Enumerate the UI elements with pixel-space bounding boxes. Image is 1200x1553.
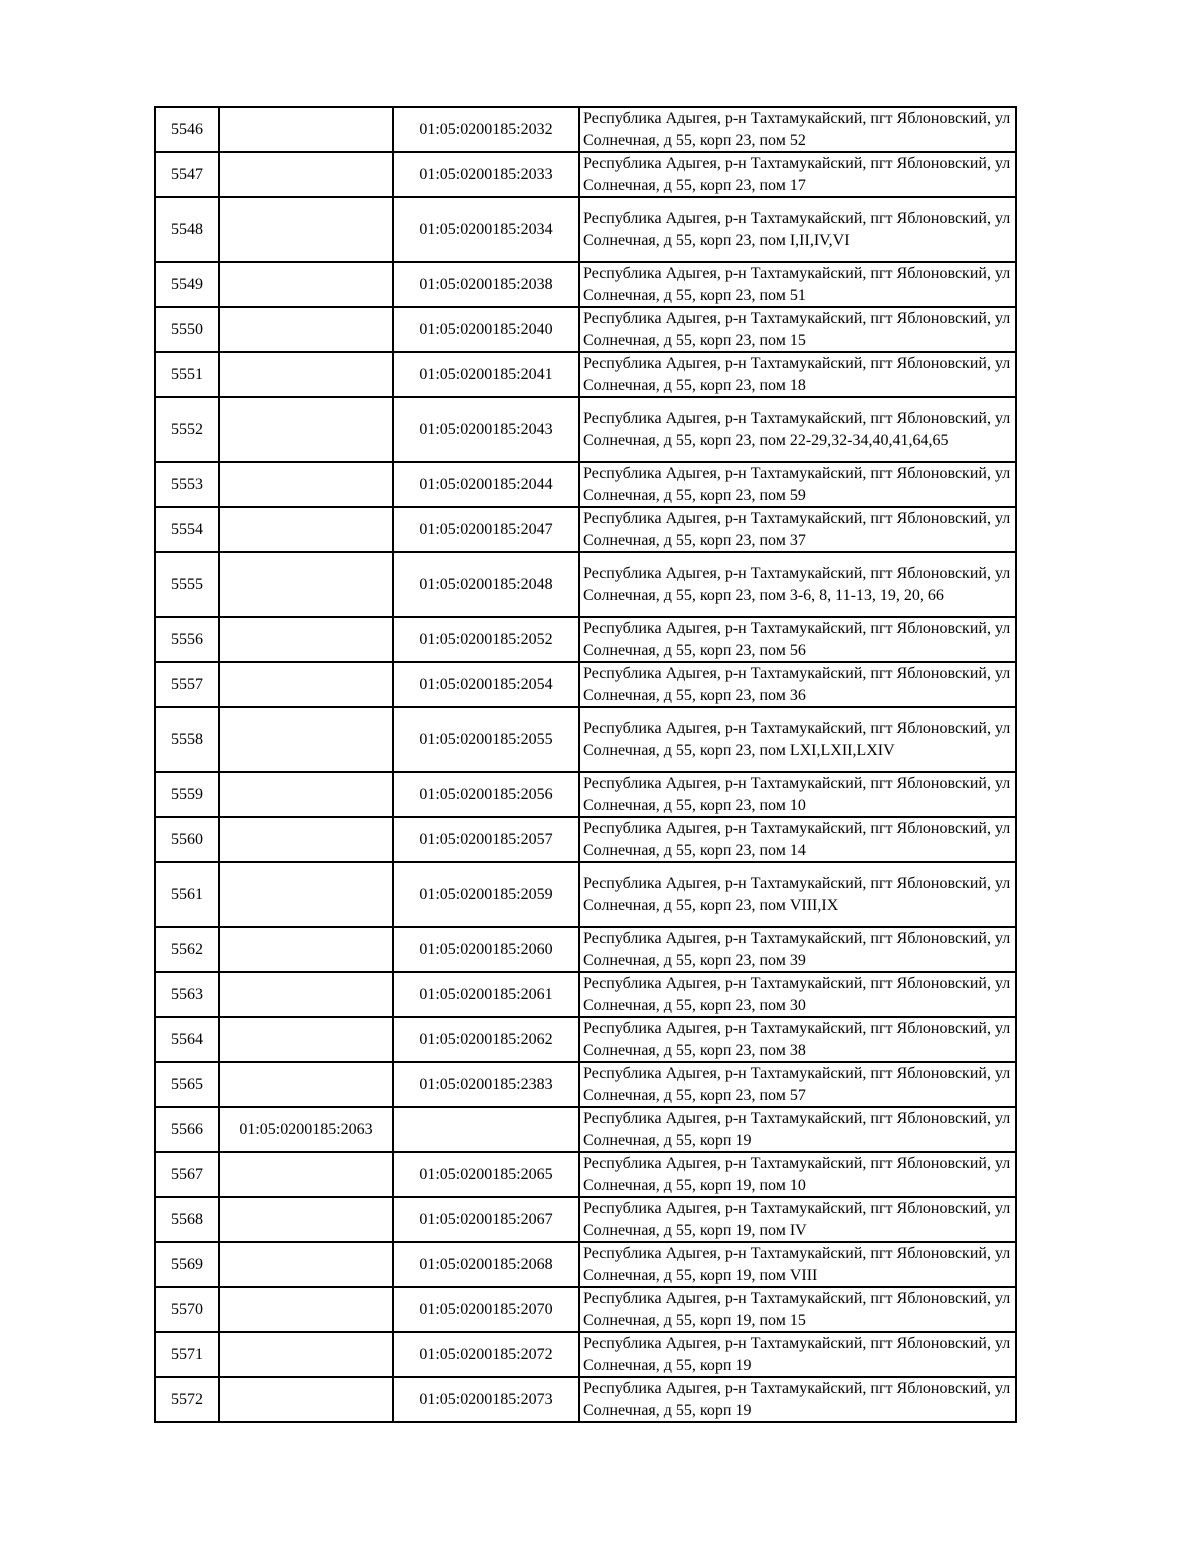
row-number: 5551: [155, 352, 219, 397]
row-number: 5561: [155, 862, 219, 927]
table-row: [155, 1107, 1016, 1152]
address-cell: Республика Адыгея, р-н Тахтамукайский, пгт Яблоновский, ул Солнечная, д 55, корп 23, пом 51: [579, 262, 1016, 307]
cadastral-parent-cell: [219, 927, 393, 972]
address-cell: Республика Адыгея, р-н Тахтамукайский, пгт Яблоновский, ул Солнечная, д 55, корп 19: [579, 1377, 1016, 1422]
table-row: [155, 1287, 1016, 1332]
cadastral-parent-cell: [219, 107, 393, 152]
address-cell: Республика Адыгея, р-н Тахтамукайский, пгт Яблоновский, ул Солнечная, д 55, корп 19, пом 15: [579, 1287, 1016, 1332]
address-cell: Республика Адыгея, р-н Тахтамукайский, пгт Яблоновский, ул Солнечная, д 55, корп 23, пом 57: [579, 1062, 1016, 1107]
cadastral-room-cell: 01:05:0200185:2055: [393, 707, 579, 772]
address-cell: Республика Адыгея, р-н Тахтамукайский, пгт Яблоновский, ул Солнечная, д 55, корп 23, пом 10: [579, 772, 1016, 817]
row-number: 5559: [155, 772, 219, 817]
address-cell: Республика Адыгея, р-н Тахтамукайский, пгт Яблоновский, ул Солнечная, д 55, корп 23, пом LXI,LXII,LXIV: [579, 707, 1016, 772]
table-row: [155, 707, 1016, 772]
table-row: [155, 262, 1016, 307]
table-row: [155, 552, 1016, 617]
row-number: 5571: [155, 1332, 219, 1377]
address-cell: Республика Адыгея, р-н Тахтамукайский, пгт Яблоновский, ул Солнечная, д 55, корп 23, пом I,II,IV,VI: [579, 197, 1016, 262]
row-number: 5549: [155, 262, 219, 307]
cadastral-parent-cell: [219, 1062, 393, 1107]
address-cell: Республика Адыгея, р-н Тахтамукайский, пгт Яблоновский, ул Солнечная, д 55, корп 23, пом 3-6, 8, 11-13, 19, 20, 66: [579, 552, 1016, 617]
table-row: [155, 307, 1016, 352]
table-row: [155, 1332, 1016, 1377]
address-cell: Республика Адыгея, р-н Тахтамукайский, пгт Яблоновский, ул Солнечная, д 55, корп 23, пом 52: [579, 107, 1016, 152]
address-cell: Республика Адыгея, р-н Тахтамукайский, пгт Яблоновский, ул Солнечная, д 55, корп 23, пом 30: [579, 972, 1016, 1017]
cadastral-room-cell: 01:05:0200185:2383: [393, 1062, 579, 1107]
table-row: [155, 662, 1016, 707]
cadastral-room-cell: 01:05:0200185:2041: [393, 352, 579, 397]
cadastral-room-cell: 01:05:0200185:2033: [393, 152, 579, 197]
cadastral-parent-cell: 01:05:0200185:2063: [219, 1107, 393, 1152]
address-cell: Республика Адыгея, р-н Тахтамукайский, пгт Яблоновский, ул Солнечная, д 55, корп 23, пом 56: [579, 617, 1016, 662]
cadastral-parent-cell: [219, 972, 393, 1017]
cadastral-room-cell: 01:05:0200185:2034: [393, 197, 579, 262]
table-row: [155, 972, 1016, 1017]
table-row: [155, 107, 1016, 152]
address-cell: Республика Адыгея, р-н Тахтамукайский, пгт Яблоновский, ул Солнечная, д 55, корп 23, пом 15: [579, 307, 1016, 352]
cadastral-room-cell: 01:05:0200185:2065: [393, 1152, 579, 1197]
row-number: 5566: [155, 1107, 219, 1152]
cadastral-room-cell: 01:05:0200185:2057: [393, 817, 579, 862]
cadastral-room-cell: 01:05:0200185:2040: [393, 307, 579, 352]
address-cell: Республика Адыгея, р-н Тахтамукайский, пгт Яблоновский, ул Солнечная, д 55, корп 19, пом 10: [579, 1152, 1016, 1197]
cadastral-parent-cell: [219, 507, 393, 552]
cadastral-parent-cell: [219, 352, 393, 397]
cadastral-parent-cell: [219, 1287, 393, 1332]
cadastral-room-cell: 01:05:0200185:2067: [393, 1197, 579, 1242]
table-row: [155, 617, 1016, 662]
row-number: 5546: [155, 107, 219, 152]
cadastral-parent-cell: [219, 1377, 393, 1422]
table-row: [155, 1377, 1016, 1422]
table-row: [155, 197, 1016, 262]
row-number: 5555: [155, 552, 219, 617]
row-number: 5563: [155, 972, 219, 1017]
cadastral-parent-cell: [219, 707, 393, 772]
cadastral-room-cell: 01:05:0200185:2048: [393, 552, 579, 617]
address-cell: Республика Адыгея, р-н Тахтамукайский, пгт Яблоновский, ул Солнечная, д 55, корп 23, пом 17: [579, 152, 1016, 197]
cadastral-room-cell: 01:05:0200185:2073: [393, 1377, 579, 1422]
cadastral-parent-cell: [219, 617, 393, 662]
row-number: 5565: [155, 1062, 219, 1107]
row-number: 5562: [155, 927, 219, 972]
row-number: 5570: [155, 1287, 219, 1332]
cadastral-room-cell: 01:05:0200185:2072: [393, 1332, 579, 1377]
cadastral-parent-cell: [219, 307, 393, 352]
row-number: 5560: [155, 817, 219, 862]
cadastral-parent-cell: [219, 1332, 393, 1377]
table-row: [155, 462, 1016, 507]
cadastral-room-cell: 01:05:0200185:2038: [393, 262, 579, 307]
table-row: [155, 1152, 1016, 1197]
cadastral-room-cell: 01:05:0200185:2070: [393, 1287, 579, 1332]
table-row: [155, 1242, 1016, 1287]
table-row: [155, 152, 1016, 197]
address-cell: Республика Адыгея, р-н Тахтамукайский, пгт Яблоновский, ул Солнечная, д 55, корп 23, пом 37: [579, 507, 1016, 552]
row-number: 5557: [155, 662, 219, 707]
address-cell: Республика Адыгея, р-н Тахтамукайский, пгт Яблоновский, ул Солнечная, д 55, корп 23, пом 38: [579, 1017, 1016, 1062]
table-row: [155, 507, 1016, 552]
cadastral-parent-cell: [219, 1242, 393, 1287]
cadastral-parent-cell: [219, 152, 393, 197]
row-number: 5548: [155, 197, 219, 262]
row-number: 5569: [155, 1242, 219, 1287]
row-number: 5558: [155, 707, 219, 772]
table-row: [155, 817, 1016, 862]
table-row: [155, 772, 1016, 817]
cadastral-room-cell: 01:05:0200185:2056: [393, 772, 579, 817]
table-row: [155, 397, 1016, 462]
cadastral-parent-cell: [219, 772, 393, 817]
address-cell: Республика Адыгея, р-н Тахтамукайский, пгт Яблоновский, ул Солнечная, д 55, корп 19: [579, 1107, 1016, 1152]
cadastral-room-cell: 01:05:0200185:2032: [393, 107, 579, 152]
cadastral-parent-cell: [219, 552, 393, 617]
row-number: 5568: [155, 1197, 219, 1242]
cadastral-room-cell: 01:05:0200185:2068: [393, 1242, 579, 1287]
address-cell: Республика Адыгея, р-н Тахтамукайский, пгт Яблоновский, ул Солнечная, д 55, корп 23, пом 14: [579, 817, 1016, 862]
address-cell: Республика Адыгея, р-н Тахтамукайский, пгт Яблоновский, ул Солнечная, д 55, корп 19, пом VIII: [579, 1242, 1016, 1287]
cadastral-parent-cell: [219, 397, 393, 462]
address-cell: Республика Адыгея, р-н Тахтамукайский, пгт Яблоновский, ул Солнечная, д 55, корп 19, пом IV: [579, 1197, 1016, 1242]
cadastral-parent-cell: [219, 1152, 393, 1197]
cadastral-parent-cell: [219, 862, 393, 927]
cadastral-room-cell: 01:05:0200185:2047: [393, 507, 579, 552]
row-number: 5553: [155, 462, 219, 507]
cadastral-parent-cell: [219, 262, 393, 307]
row-number: 5572: [155, 1377, 219, 1422]
cadastral-room-cell: [393, 1107, 579, 1152]
cadastral-room-cell: 01:05:0200185:2060: [393, 927, 579, 972]
cadastral-room-cell: 01:05:0200185:2052: [393, 617, 579, 662]
row-number: 5550: [155, 307, 219, 352]
cadastral-parent-cell: [219, 1197, 393, 1242]
address-cell: Республика Адыгея, р-н Тахтамукайский, пгт Яблоновский, ул Солнечная, д 55, корп 19: [579, 1332, 1016, 1377]
row-number: 5564: [155, 1017, 219, 1062]
row-number: 5552: [155, 397, 219, 462]
address-cell: Республика Адыгея, р-н Тахтамукайский, пгт Яблоновский, ул Солнечная, д 55, корп 23, пом 22-29,32-34,40,41,64,65: [579, 397, 1016, 462]
row-number: 5554: [155, 507, 219, 552]
address-cell: Республика Адыгея, р-н Тахтамукайский, пгт Яблоновский, ул Солнечная, д 55, корп 23, пом 18: [579, 352, 1016, 397]
cadastral-room-cell: 01:05:0200185:2059: [393, 862, 579, 927]
table-row: [155, 1017, 1016, 1062]
cadastral-room-cell: 01:05:0200185:2054: [393, 662, 579, 707]
row-number: 5567: [155, 1152, 219, 1197]
table-row: [155, 1062, 1016, 1107]
table-body: [155, 107, 1016, 1422]
table-row: [155, 862, 1016, 927]
property-table: [154, 106, 1017, 1423]
cadastral-parent-cell: [219, 817, 393, 862]
table-row: [155, 1197, 1016, 1242]
cadastral-room-cell: 01:05:0200185:2061: [393, 972, 579, 1017]
cadastral-room-cell: 01:05:0200185:2043: [393, 397, 579, 462]
cadastral-room-cell: 01:05:0200185:2044: [393, 462, 579, 507]
cadastral-parent-cell: [219, 197, 393, 262]
address-cell: Республика Адыгея, р-н Тахтамукайский, пгт Яблоновский, ул Солнечная, д 55, корп 23, пом 36: [579, 662, 1016, 707]
cadastral-parent-cell: [219, 462, 393, 507]
row-number: 5556: [155, 617, 219, 662]
table-row: [155, 352, 1016, 397]
cadastral-parent-cell: [219, 662, 393, 707]
address-cell: Республика Адыгея, р-н Тахтамукайский, пгт Яблоновский, ул Солнечная, д 55, корп 23, пом VIII,IX: [579, 862, 1016, 927]
cadastral-room-cell: 01:05:0200185:2062: [393, 1017, 579, 1062]
cadastral-parent-cell: [219, 1017, 393, 1062]
row-number: 5547: [155, 152, 219, 197]
table-row: [155, 927, 1016, 972]
address-cell: Республика Адыгея, р-н Тахтамукайский, пгт Яблоновский, ул Солнечная, д 55, корп 23, пом 39: [579, 927, 1016, 972]
address-cell: Республика Адыгея, р-н Тахтамукайский, пгт Яблоновский, ул Солнечная, д 55, корп 23, пом 59: [579, 462, 1016, 507]
